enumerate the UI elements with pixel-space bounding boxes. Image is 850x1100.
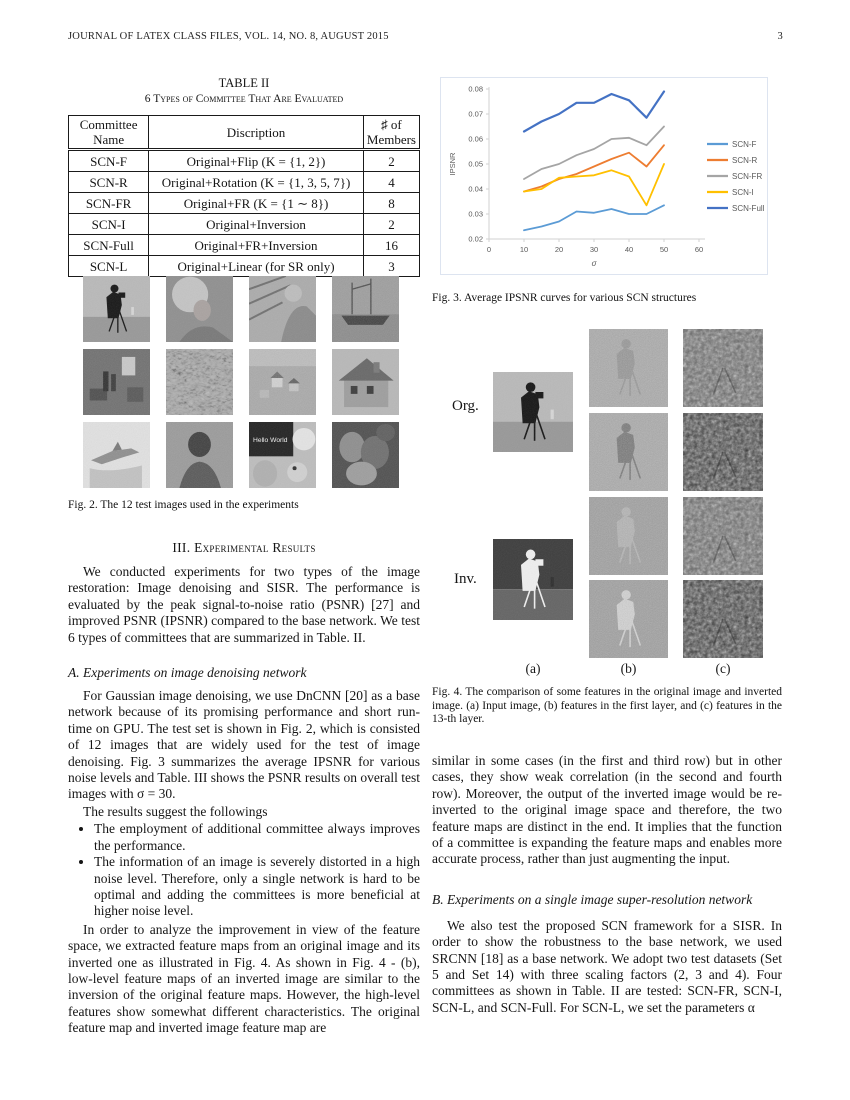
- svg-text:σ: σ: [591, 259, 597, 268]
- subsection-b-paragraph-1: We also test the proposed SCN framework for a SISR. In order to show the robustness to the base network, we used SRCNN [18] as a base network. We adopt two test datasets (Set 5 and Set 14) with three scaling factors (2, 3 and 4). Four committees as shown in Table. II are tested: SCN-FR, SCN-I, SCN-L, and SCN-Full. For SCN-L, we set the parameters α: [432, 917, 782, 1015]
- fig4-layer1-feature-org-2: [589, 413, 668, 491]
- fig4-column-label-b: (b): [620, 661, 637, 676]
- test-image-cameraman: [83, 276, 150, 342]
- committee-table: [68, 115, 420, 277]
- table-row: [69, 256, 420, 277]
- table2-block: [68, 76, 420, 277]
- test-image-couple: [83, 349, 150, 415]
- svg-text:60: 60: [694, 245, 704, 254]
- table-cell: SCN-R: [69, 172, 149, 193]
- right-paragraph-1: similar in some cases (in the first and third row) but in other cases, they show weak correlation (in the second and fourth row). Moreover, the output of the inverted image would be re-inverted to the original image space and therefore, the two feature maps are distinct in the end. It implies that the function of a committee is expanding the feature maps and enables more accurate process, rather than just augmenting the input.: [432, 753, 782, 867]
- table-cell: Original+FR+Inversion: [149, 235, 364, 256]
- table-row: [69, 214, 420, 235]
- table-row: [69, 172, 420, 193]
- legend-entry: [707, 188, 754, 197]
- svg-text:40: 40: [624, 245, 634, 254]
- test-image-lena: [166, 276, 233, 342]
- results-intro-line: The results suggest the followings: [83, 803, 268, 819]
- journal-header: JOURNAL OF LATEX CLASS FILES, VOL. 14, NO. 8, AUGUST 2015: [68, 31, 389, 42]
- table-cell: 2: [363, 214, 419, 235]
- table-cell: SCN-Full: [69, 235, 149, 256]
- legend-entry: [707, 172, 762, 181]
- result-bullet: • The employment of additional committee always improves the performance.: [94, 821, 420, 854]
- section-3-paragraph: We conducted experiments for two types of the image restoration: Image denoising and SISR. The performance is evaluated by the peak signal-to-noise ratio (PSNR) [27] and improved PSNR (IPSNR) compared to the base network. We test 6 types of committees that are summarized in Table. II.: [68, 564, 420, 645]
- svg-text:SCN-FR: SCN-FR: [732, 172, 763, 181]
- test-image-montage: [249, 422, 316, 488]
- results-bullet-list: [68, 821, 420, 919]
- subsection-b-heading: B. Experiments on a single image super-resolution network: [432, 891, 753, 907]
- table-cell: Original+Inversion: [149, 214, 364, 235]
- test-image-barbara: [249, 276, 316, 342]
- figure-2: [68, 276, 420, 513]
- table-cell: 16: [363, 235, 419, 256]
- svg-text:0.03: 0.03: [468, 209, 483, 219]
- test-image-boat: [332, 276, 399, 342]
- table-header-cell: ♯ of Members: [363, 116, 419, 150]
- subsection-a-paragraph-1: For Gaussian image denoising, we use DnCNN [20] as a base network because of its promising performance and short run-time on GPU. The test set is shown in Fig. 2, which is consisted of 12 images that are widely used for the test of image denoising. Fig. 3 summarizes the average IPSNR for various noise levels and Table. III shows the PSNR results on overall test images with σ = 30.: [68, 688, 421, 802]
- page-number: 3: [777, 31, 783, 42]
- table-header-row: [69, 116, 420, 150]
- svg-text:0.02: 0.02: [468, 234, 483, 244]
- svg-text:IPSNR: IPSNR: [448, 152, 457, 176]
- result-bullet: • The information of an image is severely distorted in a high noise level. Therefore, only a single network is hard to be optimal and adding the committees is more beneficial at higher noise level.: [94, 854, 420, 920]
- svg-text:SCN-F: SCN-F: [732, 140, 757, 149]
- table-cell: 8: [363, 193, 419, 214]
- fig4-org-label: Org.: [452, 398, 479, 414]
- table-cell: SCN-I: [69, 214, 149, 235]
- test-image-airplane: [83, 422, 150, 488]
- fig4-layer13-feature-inv-2: [683, 580, 763, 658]
- test-image-man: [166, 422, 233, 488]
- subsection-a-heading: A. Experiments on image denoising network: [68, 665, 307, 681]
- subsection-a-paragraph-2: In order to analyze the improvement in view of the feature space, we extracted feature maps from an original image and its inverted one as illustrated in Fig. 4. As shown in Fig. 4 - (b), low-level feature maps of an inverted image are similar to the inversion of the original feature maps. However, the high-level features show somewhat different characteristics. The original feature map and inverted image feature map are: [68, 921, 420, 1036]
- fig4-layer1-feature-org-1: [589, 329, 668, 407]
- fig4-column-label-c: (c): [715, 661, 731, 676]
- table-cell: SCN-L: [69, 256, 149, 277]
- figure-4-caption: Fig. 4. The comparison of some features in the original image and inverted image. (a) Input image, (b) features in the first layer, and (c) features in the 13-th layer.: [432, 686, 782, 725]
- fig4-layer13-feature-org-2: [683, 413, 763, 491]
- table-cell: Original+Rotation (K = {1, 3, 5, 7}): [149, 172, 364, 193]
- figure-4: [432, 320, 782, 725]
- svg-text:30: 30: [589, 245, 599, 254]
- ipsnr-chart-svg: [441, 78, 767, 274]
- table-header-cell: Committee Name: [69, 116, 149, 150]
- svg-text:0.04: 0.04: [468, 184, 483, 194]
- test-image-hill: [249, 349, 316, 415]
- right-text-section: [432, 753, 782, 1016]
- svg-text:50: 50: [659, 245, 669, 254]
- table-cell: 4: [363, 172, 419, 193]
- figure-2-caption: Fig. 2. The 12 test images used in the experiments: [68, 499, 299, 511]
- table-cell: Original+Flip (K = {1, 2}): [149, 150, 364, 172]
- table-cell: SCN-F: [69, 150, 149, 172]
- table-cell: 2: [363, 150, 419, 172]
- table2-caption: 6 Types of Committee That Are Evaluated: [144, 93, 344, 105]
- legend-entry: [707, 204, 765, 213]
- svg-text:0.08: 0.08: [468, 84, 483, 94]
- page-header: [68, 31, 783, 42]
- table-row: [69, 235, 420, 256]
- fig4-input-inverted-image: [493, 539, 573, 620]
- left-text-section: [68, 540, 420, 1037]
- figure-3: [432, 77, 782, 306]
- table2-label: TABLE II: [218, 76, 270, 90]
- svg-text:10: 10: [519, 245, 529, 254]
- table-cell: 3: [363, 256, 419, 277]
- svg-text:0.05: 0.05: [468, 159, 483, 169]
- figure-3-caption: Fig. 3. Average IPSNR curves for various SCN structures: [432, 292, 697, 304]
- test-image-house: [332, 349, 399, 415]
- fig4-input-original-image: [493, 372, 573, 452]
- table-row: [69, 193, 420, 214]
- svg-text:SCN-Full: SCN-Full: [732, 204, 765, 213]
- test-image-fingerprint: [166, 349, 233, 415]
- ipsnr-chart: [440, 77, 768, 275]
- section-3-heading: III. Experimental Results: [172, 540, 316, 555]
- fig4-inv-label: Inv.: [454, 571, 477, 587]
- svg-text:20: 20: [554, 245, 564, 254]
- legend-entry: [707, 156, 758, 165]
- fig4-layer13-feature-org-1: [683, 329, 763, 407]
- table-cell: Original+Linear (for SR only): [149, 256, 364, 277]
- svg-text:SCN-R: SCN-R: [732, 156, 758, 165]
- legend-entry: [707, 140, 757, 149]
- fig4-layer1-feature-inv-1: [589, 497, 668, 575]
- table-cell: Original+FR (K = {1 ∼ 8}): [149, 193, 364, 214]
- test-image-grid: [83, 276, 399, 488]
- fig4-column-label-a: (a): [525, 661, 541, 676]
- svg-text:SCN-I: SCN-I: [732, 188, 754, 197]
- table-row: [69, 150, 420, 172]
- svg-text:0.06: 0.06: [468, 134, 483, 144]
- svg-text:0.07: 0.07: [468, 109, 483, 119]
- svg-text:Hello World: Hello World: [253, 436, 288, 444]
- table-header-cell: Discription: [149, 116, 364, 150]
- table-cell: SCN-FR: [69, 193, 149, 214]
- fig4-layer1-feature-inv-2: [589, 580, 668, 658]
- svg-text:0: 0: [486, 245, 492, 254]
- fig4-layer13-feature-inv-1: [683, 497, 763, 575]
- test-image-peppers: [332, 422, 399, 488]
